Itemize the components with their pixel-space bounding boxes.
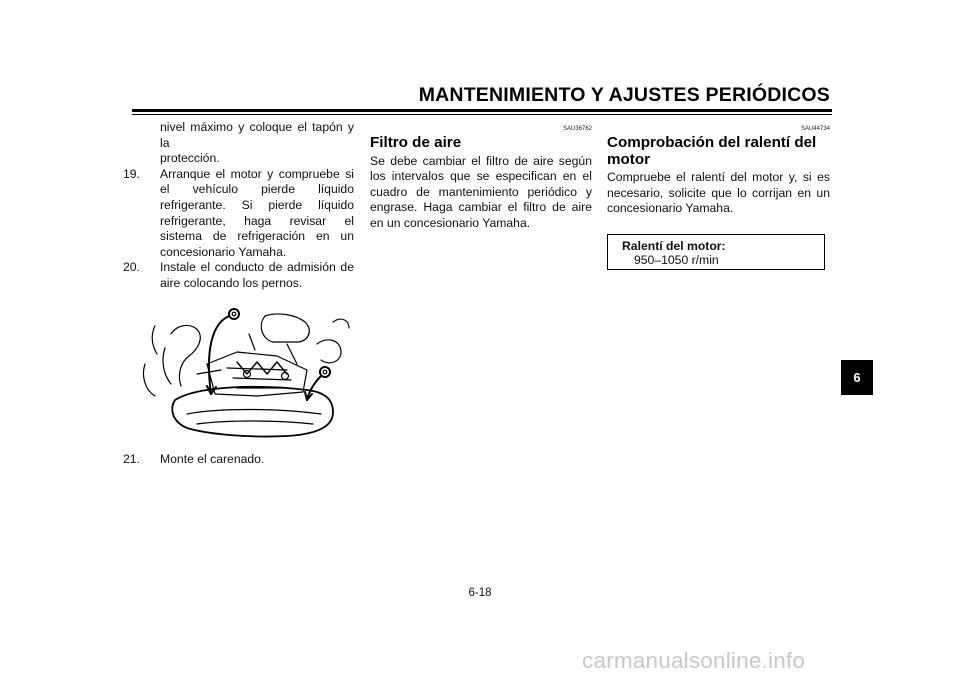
intro-line-1: nivel máximo y coloque el tapón y la	[160, 120, 354, 150]
idle-speed-title-line-1: Comprobación del ralentí del	[607, 134, 817, 151]
idle-speed-spec-box	[607, 234, 825, 270]
air-filter-body: Se debe cambiar el filtro de aire según los intervalos que se especifican en el cuadro de mantenimiento periódico y engrase. Haga cambiar el filtro de aire en un concesionario Yamaha.	[370, 153, 592, 230]
section-code: SAU44734	[800, 126, 830, 132]
page-number: 6-18	[468, 587, 492, 599]
step-text: Arranque el motor y compruebe si el vehículo pierde líquido refrigerante. Si pierde líquido refrigerante, haga revisar el sistema de refrigeración en un concesionario Yamaha.	[160, 166, 354, 259]
step-19	[123, 167, 354, 261]
idle-speed-title	[607, 135, 830, 168]
spec-label: Ralentí del motor:	[622, 238, 726, 253]
air-filter-title: Filtro de aire	[370, 134, 462, 151]
intro-line-2: protección.	[160, 151, 220, 166]
middle-column	[370, 120, 592, 231]
watermark: carmanualsonline.info	[582, 648, 806, 673]
step-text: Monte el carenado.	[160, 452, 265, 467]
step-text: Instale el conducto de admisión de aire colocando los pernos.	[160, 260, 354, 290]
left-column	[123, 120, 354, 468]
right-column	[607, 120, 830, 270]
header-rule-thick	[132, 109, 832, 112]
page-header-title: MANTENIMIENTO Y AJUSTES PERIÓDICOS	[418, 84, 830, 106]
chapter-tab: 6	[841, 360, 873, 395]
idle-speed-body: Compruebe el ralentí del motor y, si es necesario, solicite que lo corrijan en un concesionario Yamaha.	[607, 170, 830, 216]
header-rule-thin	[132, 114, 832, 115]
step-20	[123, 260, 354, 291]
spec-value: 950–1050 r/min	[634, 253, 719, 268]
step-number: 21.	[123, 452, 140, 467]
step-number: 20.	[123, 260, 140, 275]
section-code: SAU36762	[562, 126, 592, 132]
step-number: 19.	[123, 166, 140, 181]
idle-speed-title-line-2: motor	[607, 150, 651, 168]
engine-intake-duct-bolts-icon	[137, 304, 355, 442]
step-21	[123, 452, 354, 468]
